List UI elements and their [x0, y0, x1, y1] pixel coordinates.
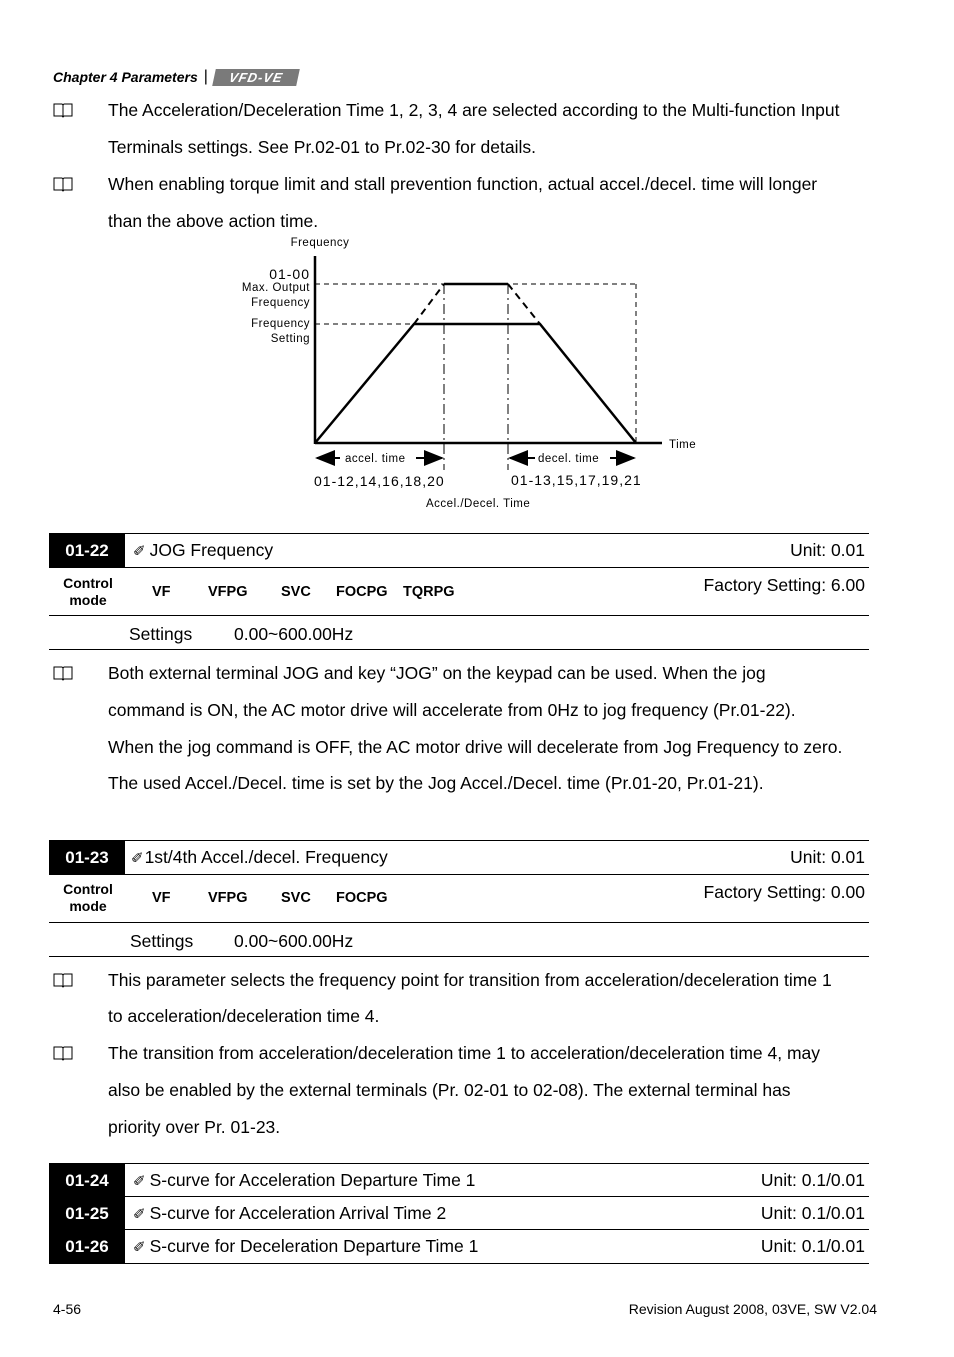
param-01-23-header: [49, 840, 869, 874]
x-axis-label: Time: [669, 439, 697, 451]
param-number: 01-22: [49, 534, 125, 567]
param-01-22-header: [49, 533, 869, 567]
mode-vf: VF: [152, 890, 171, 906]
jog-desc-line4: The used Accel./Decel. time is set by the Jog Accel./Decel. time (Pr.01-20, Pr.01-21).: [108, 773, 764, 793]
control-mode-label: Control mode: [63, 881, 113, 914]
pen-icon: ✐: [133, 1206, 146, 1223]
mode-vfpg: VFPG: [208, 890, 248, 906]
vfd-ve-logo: VFD-VE: [212, 69, 300, 86]
param-name-text: 1st/4th Accel./decel. Frequency: [144, 847, 388, 867]
accel-params: 01-12,14,16,18,20: [314, 473, 445, 489]
pen-icon: ✐: [131, 850, 144, 867]
p0123-desc1-line1: This parameter selects the frequency point for transition from acceleration/deceleration time 1: [108, 970, 832, 990]
param-name-text: S-curve for Acceleration Arrival Time 2: [149, 1203, 447, 1223]
header-separator: |: [203, 68, 208, 85]
param-unit: Unit: 0.1/0.01: [760, 1203, 865, 1223]
intro-p2-line2: than the above action time.: [108, 211, 319, 231]
param-number: 01-24: [49, 1164, 125, 1197]
book-icon: [53, 665, 75, 681]
revision-info: Revision August 2008, 03VE, SW V2.04: [628, 1301, 877, 1317]
param-01-26-row: [49, 1229, 869, 1263]
mode-svc: SVC: [281, 584, 311, 600]
control-mode-label: Control mode: [63, 575, 113, 608]
param-name: [131, 841, 388, 875]
intro-p1-line2: Terminals settings. See Pr.02-01 to Pr.02-30 for details.: [108, 137, 536, 157]
accel-time-label: accel. time: [345, 453, 406, 465]
book-icon: [53, 972, 75, 988]
settings-value: 0.00~600.00Hz: [234, 624, 354, 644]
max-output-label-1: Max. Output: [241, 282, 310, 294]
mode-focpg: FOCPG: [336, 584, 388, 600]
jog-desc-line1: Both external terminal JOG and key “JOG” on the keypad can be used. When the jog: [108, 663, 766, 683]
param-name-text: JOG Frequency: [149, 540, 274, 560]
max-accel-slope: [414, 284, 444, 324]
settings-label: Settings: [129, 624, 193, 644]
mode-focpg: FOCPG: [336, 890, 388, 906]
mode-vfpg: VFPG: [208, 584, 248, 600]
param-01-24-row: [49, 1163, 869, 1197]
p0123-desc1-line2: to acceleration/deceleration time 4.: [108, 1006, 380, 1026]
param-name: [133, 534, 273, 568]
mode-tqrpg: TQRPG: [403, 584, 455, 600]
param-number: 01-25: [49, 1197, 125, 1230]
max-output-label-2: Frequency: [251, 297, 310, 309]
pen-icon: ✐: [133, 1239, 146, 1256]
jog-desc-line2: command is ON, the AC motor drive will accelerate from 0Hz to jog frequency (Pr.01-22).: [108, 700, 796, 720]
param-number: 01-26: [49, 1230, 125, 1263]
pen-icon: ✐: [133, 1173, 146, 1190]
decel-time-label: decel. time: [538, 453, 600, 465]
param-unit: Unit: 0.1/0.01: [760, 1236, 865, 1256]
chapter-title: Chapter 4 Parameters: [53, 69, 198, 85]
param-01-25-row: [49, 1196, 869, 1230]
frequency-profile: [315, 324, 636, 443]
param-name: [133, 1197, 446, 1231]
settings-value: 0.00~600.00Hz: [234, 931, 354, 951]
p0123-desc2-line2: also be enabled by the external terminals (Pr. 02-01 to 02-08). The external terminal has: [108, 1080, 791, 1100]
param-unit: Unit: 0.1/0.01: [760, 1170, 865, 1190]
param-name: [133, 1230, 478, 1264]
factory-setting: Factory Setting: 0.00: [703, 882, 865, 902]
scurve-params-table: [49, 1163, 869, 1264]
freq-setting-label-1: Frequency: [251, 318, 310, 330]
param-name-text: S-curve for Deceleration Departure Time 1: [149, 1236, 479, 1256]
param-name-text: S-curve for Acceleration Departure Time 1: [149, 1170, 476, 1190]
param-unit: Unit: 0.01: [790, 540, 865, 560]
book-icon: [53, 1045, 75, 1061]
decel-params: 01-13,15,17,19,21: [511, 472, 642, 488]
param-01-22-table: [49, 533, 869, 651]
param-name: [133, 1164, 475, 1198]
param-01-23-table: [49, 840, 869, 958]
intro-p1-line1: The Acceleration/Deceleration Time 1, 2, 3, 4 are selected according to the Multi-function Input: [108, 100, 840, 120]
max-decel-slope: [508, 284, 540, 324]
param-number: 01-23: [49, 841, 125, 874]
jog-desc-line3: When the jog command is OFF, the AC motor drive will decelerate from Jog Frequency to zero.: [108, 737, 843, 757]
p0123-desc2-line1: The transition from acceleration/deceleration time 1 to acceleration/deceleration time 4, may: [108, 1043, 821, 1063]
p0123-desc2-line3: priority over Pr. 01-23.: [108, 1117, 281, 1137]
y-axis-label: Frequency: [290, 237, 350, 249]
param-unit: Unit: 0.01: [790, 847, 865, 867]
freq-setting-label-2: Setting: [270, 333, 310, 345]
accel-decel-diagram: [0, 0, 954, 520]
factory-setting: Factory Setting: 6.00: [703, 575, 865, 595]
mode-vf: VF: [152, 584, 171, 600]
pen-icon: ✐: [133, 543, 146, 560]
diagram-caption: Accel./Decel. Time: [426, 498, 531, 510]
page-number: 4-56: [53, 1301, 82, 1317]
max-param-label: 01-00: [269, 266, 310, 282]
mode-svc: SVC: [281, 890, 311, 906]
settings-label: Settings: [130, 931, 194, 951]
intro-p2-line1: When enabling torque limit and stall prevention function, actual accel./decel. time will longer: [108, 174, 818, 194]
